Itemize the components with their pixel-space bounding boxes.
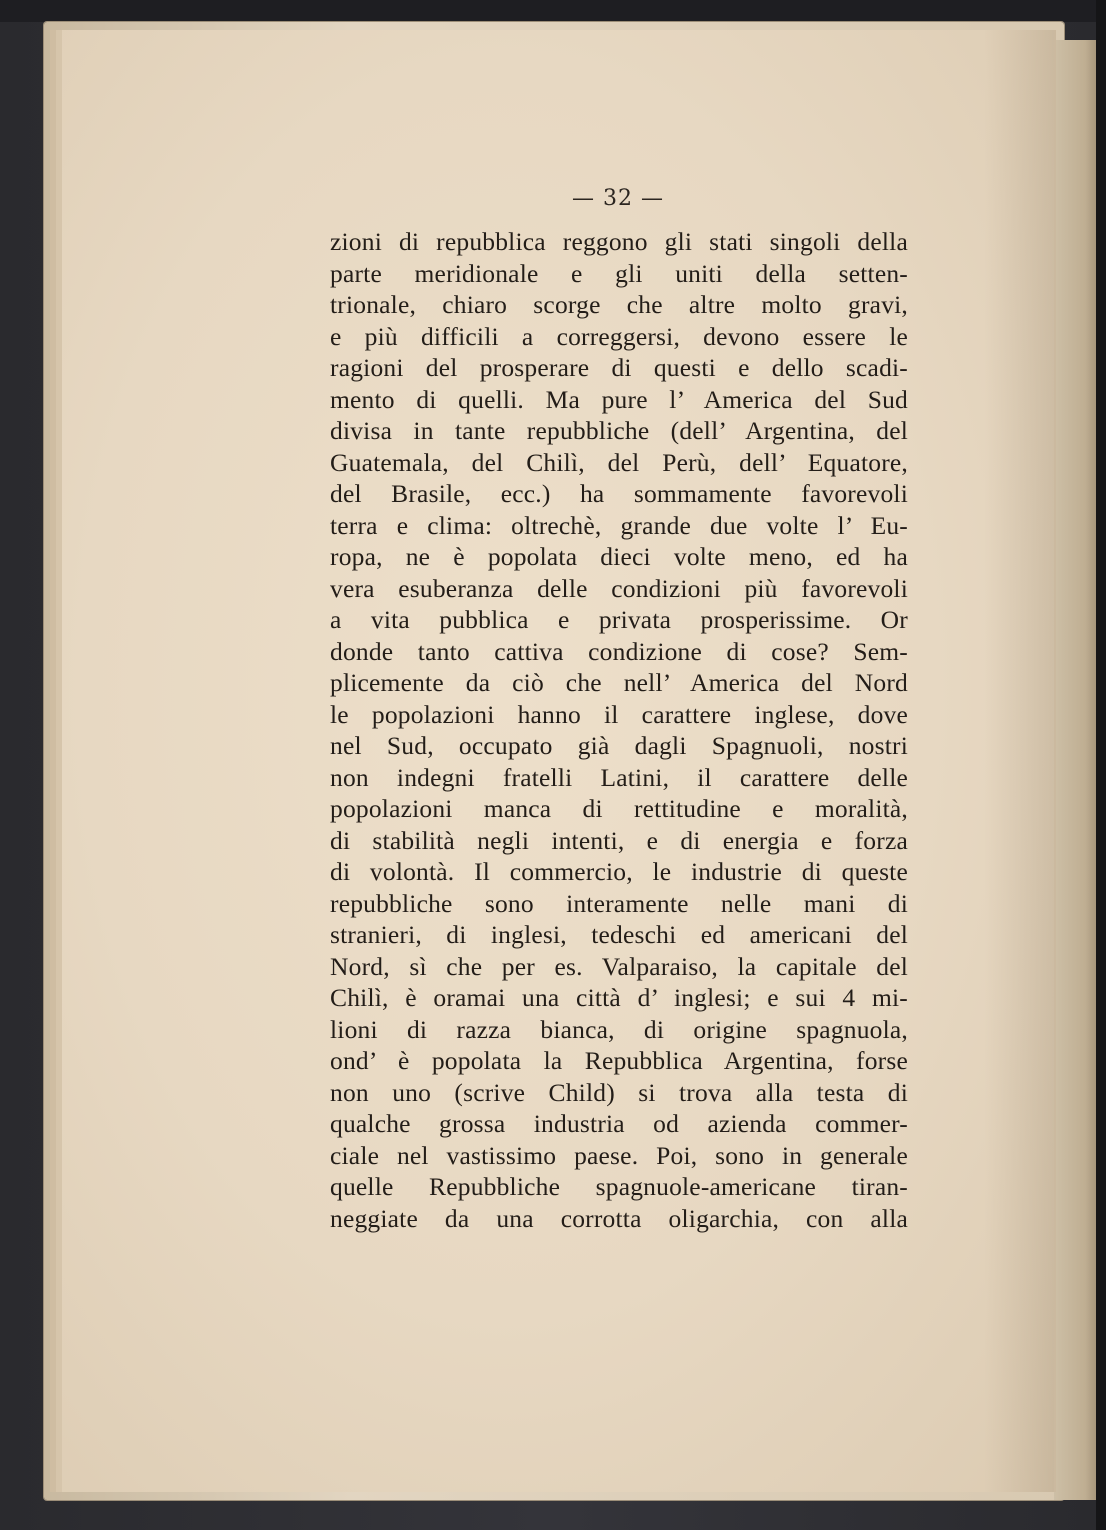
text-line: ond’ è popolata la Repubblica Argentina, forse: [330, 1046, 908, 1075]
text-line: repubbliche sono interamente nelle mani di: [330, 888, 908, 918]
text-line: del Brasile, ecc.) ha sommamente favorevoli: [330, 479, 908, 508]
text-line: di volontà. Il commercio, le industrie di queste: [330, 857, 908, 886]
text-line: mento di quelli. Ma pure l’ America del Sud: [330, 384, 908, 414]
text-line: plicemente da ciò che nell’ America del Nord: [330, 668, 908, 697]
text-line: quelle Repubbliche spagnuole-americane tiran-: [330, 1172, 908, 1201]
text-line: le popolazioni hanno il carattere inglese, dove: [330, 699, 908, 729]
text-line: di stabilità negli intenti, e di energia e forza: [330, 825, 908, 855]
text-line: lioni di razza bianca, di origine spagnuola,: [330, 1014, 908, 1044]
scan-border: [1096, 0, 1106, 1530]
text-line: divisa in tante repubbliche (dell’ Argentina, del: [330, 416, 908, 445]
text-line: ropa, ne è popolata dieci volte meno, ed ha: [330, 542, 908, 571]
scan-backdrop: [0, 0, 1106, 22]
text-line: trionale, chiaro scorge che altre molto gravi,: [330, 290, 908, 319]
text-line: stranieri, di inglesi, tedeschi ed americani del: [330, 920, 908, 949]
text-line: non indegni fratelli Latini, il carattere delle: [330, 762, 908, 792]
text-line: zioni di repubblica reggono gli stati singoli della: [330, 227, 908, 256]
text-line: a vita pubblica e privata prosperissime. Or: [330, 605, 908, 634]
text-line: ragioni del prosperare di questi e dello scadi-: [330, 353, 908, 382]
text-line: vera esuberanza delle condizioni più favorevoli: [330, 573, 908, 603]
text-line: Chilì, è oramai una città d’ inglesi; e sui 4 mi-: [330, 983, 908, 1012]
text-line: qualche grossa industria od azienda commer-: [330, 1109, 908, 1138]
text-line: parte meridionale e gli uniti della setten-: [330, 258, 908, 288]
text-line: e più difficili a correggersi, devono essere le: [330, 321, 908, 351]
text-line: popolazioni manca di rettitudine e moralità,: [330, 794, 908, 823]
text-line: Nord, sì che per es. Valparaiso, la capitale del: [330, 951, 908, 981]
page-body-text: [330, 226, 908, 1234]
text-line: nel Sud, occupato già dagli Spagnuoli, nostri: [330, 731, 908, 760]
text-line: neggiate da una corrotta oligarchia, con alla: [330, 1203, 908, 1233]
page-number: — 32 —: [572, 186, 664, 211]
text-line: Guatemala, del Chilì, del Perù, dell’ Equatore,: [330, 447, 908, 477]
text-line: ciale nel vastissimo paese. Poi, sono in generale: [330, 1140, 908, 1170]
text-line: donde tanto cattiva condizione di cose? Sem-: [330, 636, 908, 666]
text-line: non uno (scrive Child) si trova alla testa di: [330, 1077, 908, 1107]
text-line: terra e clima: oltrechè, grande due volte l’ Eu-: [330, 510, 908, 540]
